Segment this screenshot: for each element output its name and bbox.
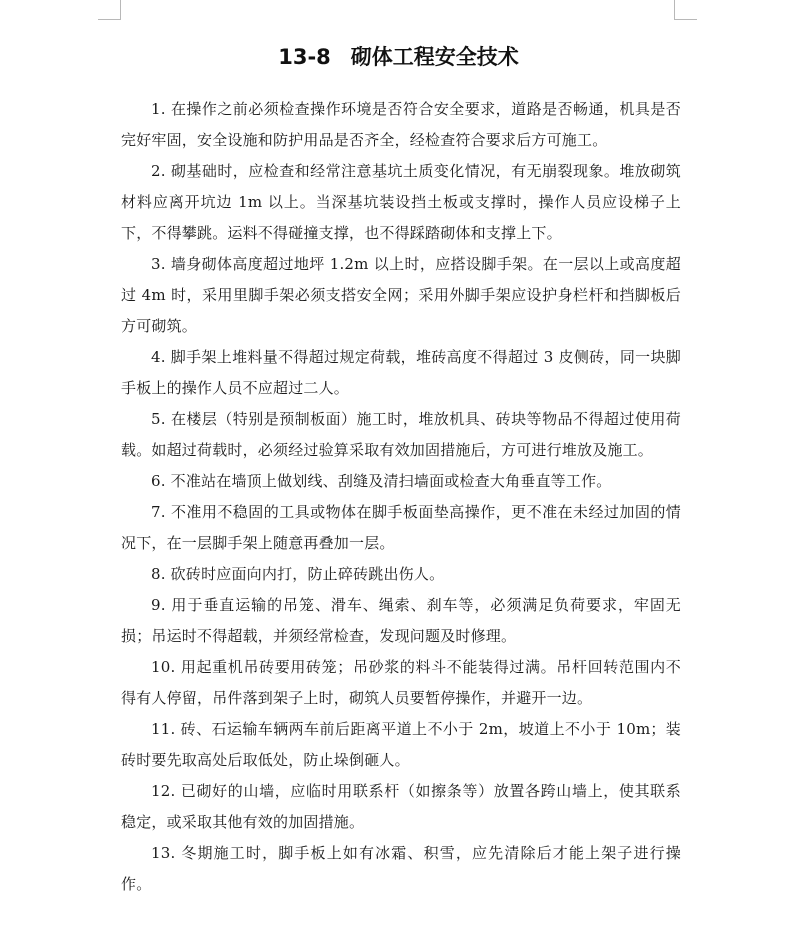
document-body bbox=[121, 94, 681, 900]
paragraph-11: 11. 砖、石运输车辆两车前后距离平道上不小于 2m，坡道上不小于 10m；装砖时要先取高处后取低处，防止垛倒砸人。 bbox=[121, 720, 681, 769]
paragraph-9: 9. 用于垂直运输的吊笼、滑车、绳索、刹车等，必须满足负荷要求，牢固无损；吊运时不得超载，并须经常检查，发现问题及时修理。 bbox=[121, 596, 681, 645]
paragraph-4: 4. 脚手架上堆料量不得超过规定荷载，堆砖高度不得超过 3 皮侧砖，同一块脚手板上的操作人员不应超过二人。 bbox=[121, 348, 681, 397]
section-number: 13-8 bbox=[278, 45, 331, 69]
section-title-text: 砌体工程安全技术 bbox=[350, 45, 519, 69]
paragraph-12: 12. 已砌好的山墙，应临时用联系杆（如擦条等）放置各跨山墙上，使其联系稳定，或采取其他有效的加固措施。 bbox=[121, 782, 681, 831]
crop-mark-top-left-vertical bbox=[120, 0, 121, 20]
paragraph-10: 10. 用起重机吊砖要用砖笼；吊砂浆的料斗不能装得过满。吊杆回转范围内不得有人停留，吊件落到架子上时，砌筑人员要暂停操作，并避开一边。 bbox=[121, 658, 681, 707]
paragraph-6: 6. 不准站在墙顶上做划线、刮缝及清扫墙面或检查大角垂直等工作。 bbox=[151, 472, 612, 490]
crop-mark-top-right-vertical bbox=[674, 0, 675, 20]
crop-mark-top-left-horizontal bbox=[98, 19, 120, 20]
page-title bbox=[0, 40, 797, 74]
paragraph-1: 1. 在操作之前必须检查操作环境是否符合安全要求，道路是否畅通，机具是否完好牢固，安全设施和防护用品是否齐全，经检查符合要求后方可施工。 bbox=[121, 100, 681, 149]
paragraph-8: 8. 砍砖时应面向内打，防止碎砖跳出伤人。 bbox=[151, 565, 445, 583]
paragraph-5: 5. 在楼层（特别是预制板面）施工时，堆放机具、砖块等物品不得超过使用荷载。如超过荷载时，必须经过验算采取有效加固措施后，方可进行堆放及施工。 bbox=[121, 410, 681, 459]
paragraph-7: 7. 不准用不稳固的工具或物体在脚手板面垫高操作，更不准在未经过加固的情况下，在一层脚手架上随意再叠加一层。 bbox=[121, 503, 681, 552]
paragraph-13: 13. 冬期施工时，脚手板上如有冰霜、积雪，应先清除后才能上架子进行操作。 bbox=[121, 844, 681, 893]
paragraph-3: 3. 墙身砌体高度超过地坪 1.2m 以上时，应搭设脚手架。在一层以上或高度超过 4m 时，采用里脚手架必须支搭安全网；采用外脚手架应设护身栏杆和挡脚板后方可砌筑。 bbox=[121, 255, 681, 335]
crop-mark-top-right-horizontal bbox=[675, 19, 697, 20]
paragraph-2: 2. 砌基础时，应检查和经常注意基坑土质变化情况，有无崩裂现象。堆放砌筑材料应离开坑边 1m 以上。当深基坑装设挡土板或支撑时，操作人员应设梯子上下，不得攀跳。运料不得碰撞支撑，也不得踩踏砌体和支撑上下。 bbox=[121, 162, 681, 242]
